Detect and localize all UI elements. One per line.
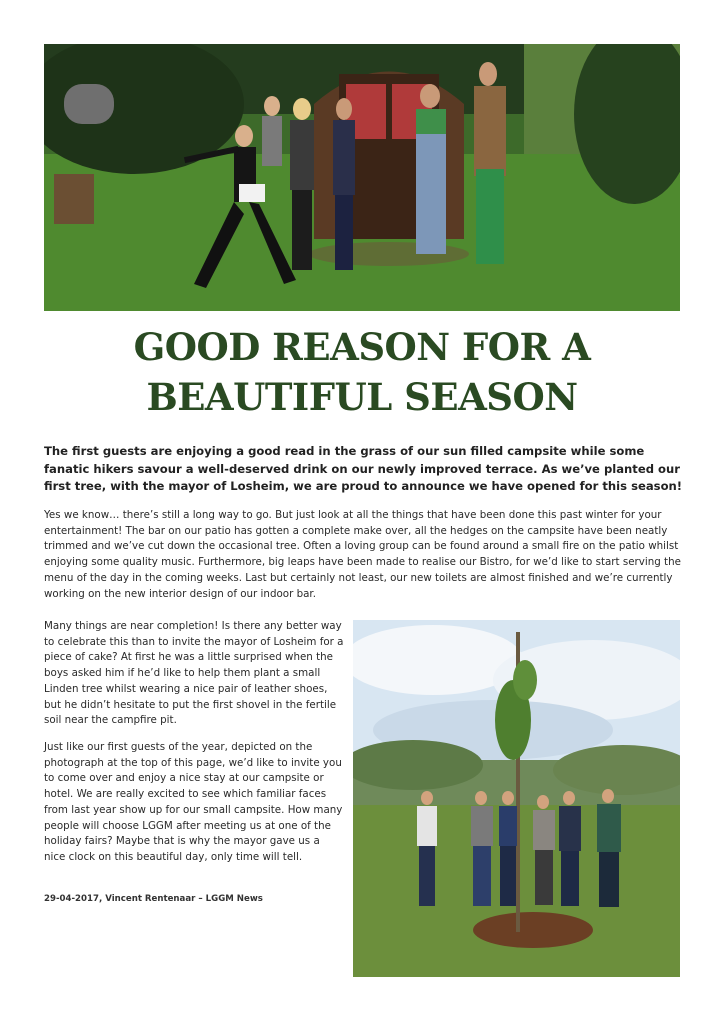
body-paragraph-2: Many things are near completion! Is there any better way to celebrate this than to invite the mayor of Losheim for a piece of cake? At first he was a little surprised when the boys asked him if he’d like to help them plant a small Linden tree whilst wearing a nice pair of leather shoes, but he didn’t hesitate to put the first shovel in the fertile soil near the campfire pit.: [44, 620, 344, 727]
tree-planting-photo: [353, 620, 680, 977]
headline-line-1: GOOD REASON FOR A: [133, 325, 591, 369]
body-paragraph-1: Yes we know… there’s still a long way to go. But just look at all the things that have been done this past winter for your entertainment! The bar on our patio has gotten a complete make over, all the hedges on the campsite have been neatly trimmed and we’ve cut down the occasional tree. Often a loving group can be found around a small fire on the patio whilst enjoying some quality music. Furthermore, big leaps have been made to realise our Bistro, for we’d like to start serving the menu of the day in the coming weeks. Last but certainly not least, our new toilets are almost finished and we’re currently working on the new interior design of our indoor bar.: [44, 509, 681, 600]
body-paragraph-3: Just like our first guests of the year, depicted on the photograph at the top of this page, we’d like to invite you to come over and enjoy a nice stay at our campsite or hotel. We are really excited to see which familiar faces from last year show up for our small campsite. How many people will choose LGGM after meeting us at one of the holiday fairs? Maybe that is why the mayor gave us a nice clock on this beautiful day, only time will tell.: [44, 741, 343, 863]
article-byline: 29-04-2017, Vincent Rentenaar – LGGM News: [44, 894, 263, 904]
headline-line-2: BEAUTIFUL SEASON: [146, 375, 578, 419]
lead-paragraph: The first guests are enjoying a good read in the grass of our sun filled campsite while some fanatic hikers savour a well-deserved drink on our newly improved terrace. As we’ve planted our first tree, with the mayor of Losheim, we are proud to announce we have opened for this season!: [44, 444, 683, 493]
top-photo-group-at-barrel-hut: [44, 44, 680, 311]
article-headline: [44, 322, 680, 422]
